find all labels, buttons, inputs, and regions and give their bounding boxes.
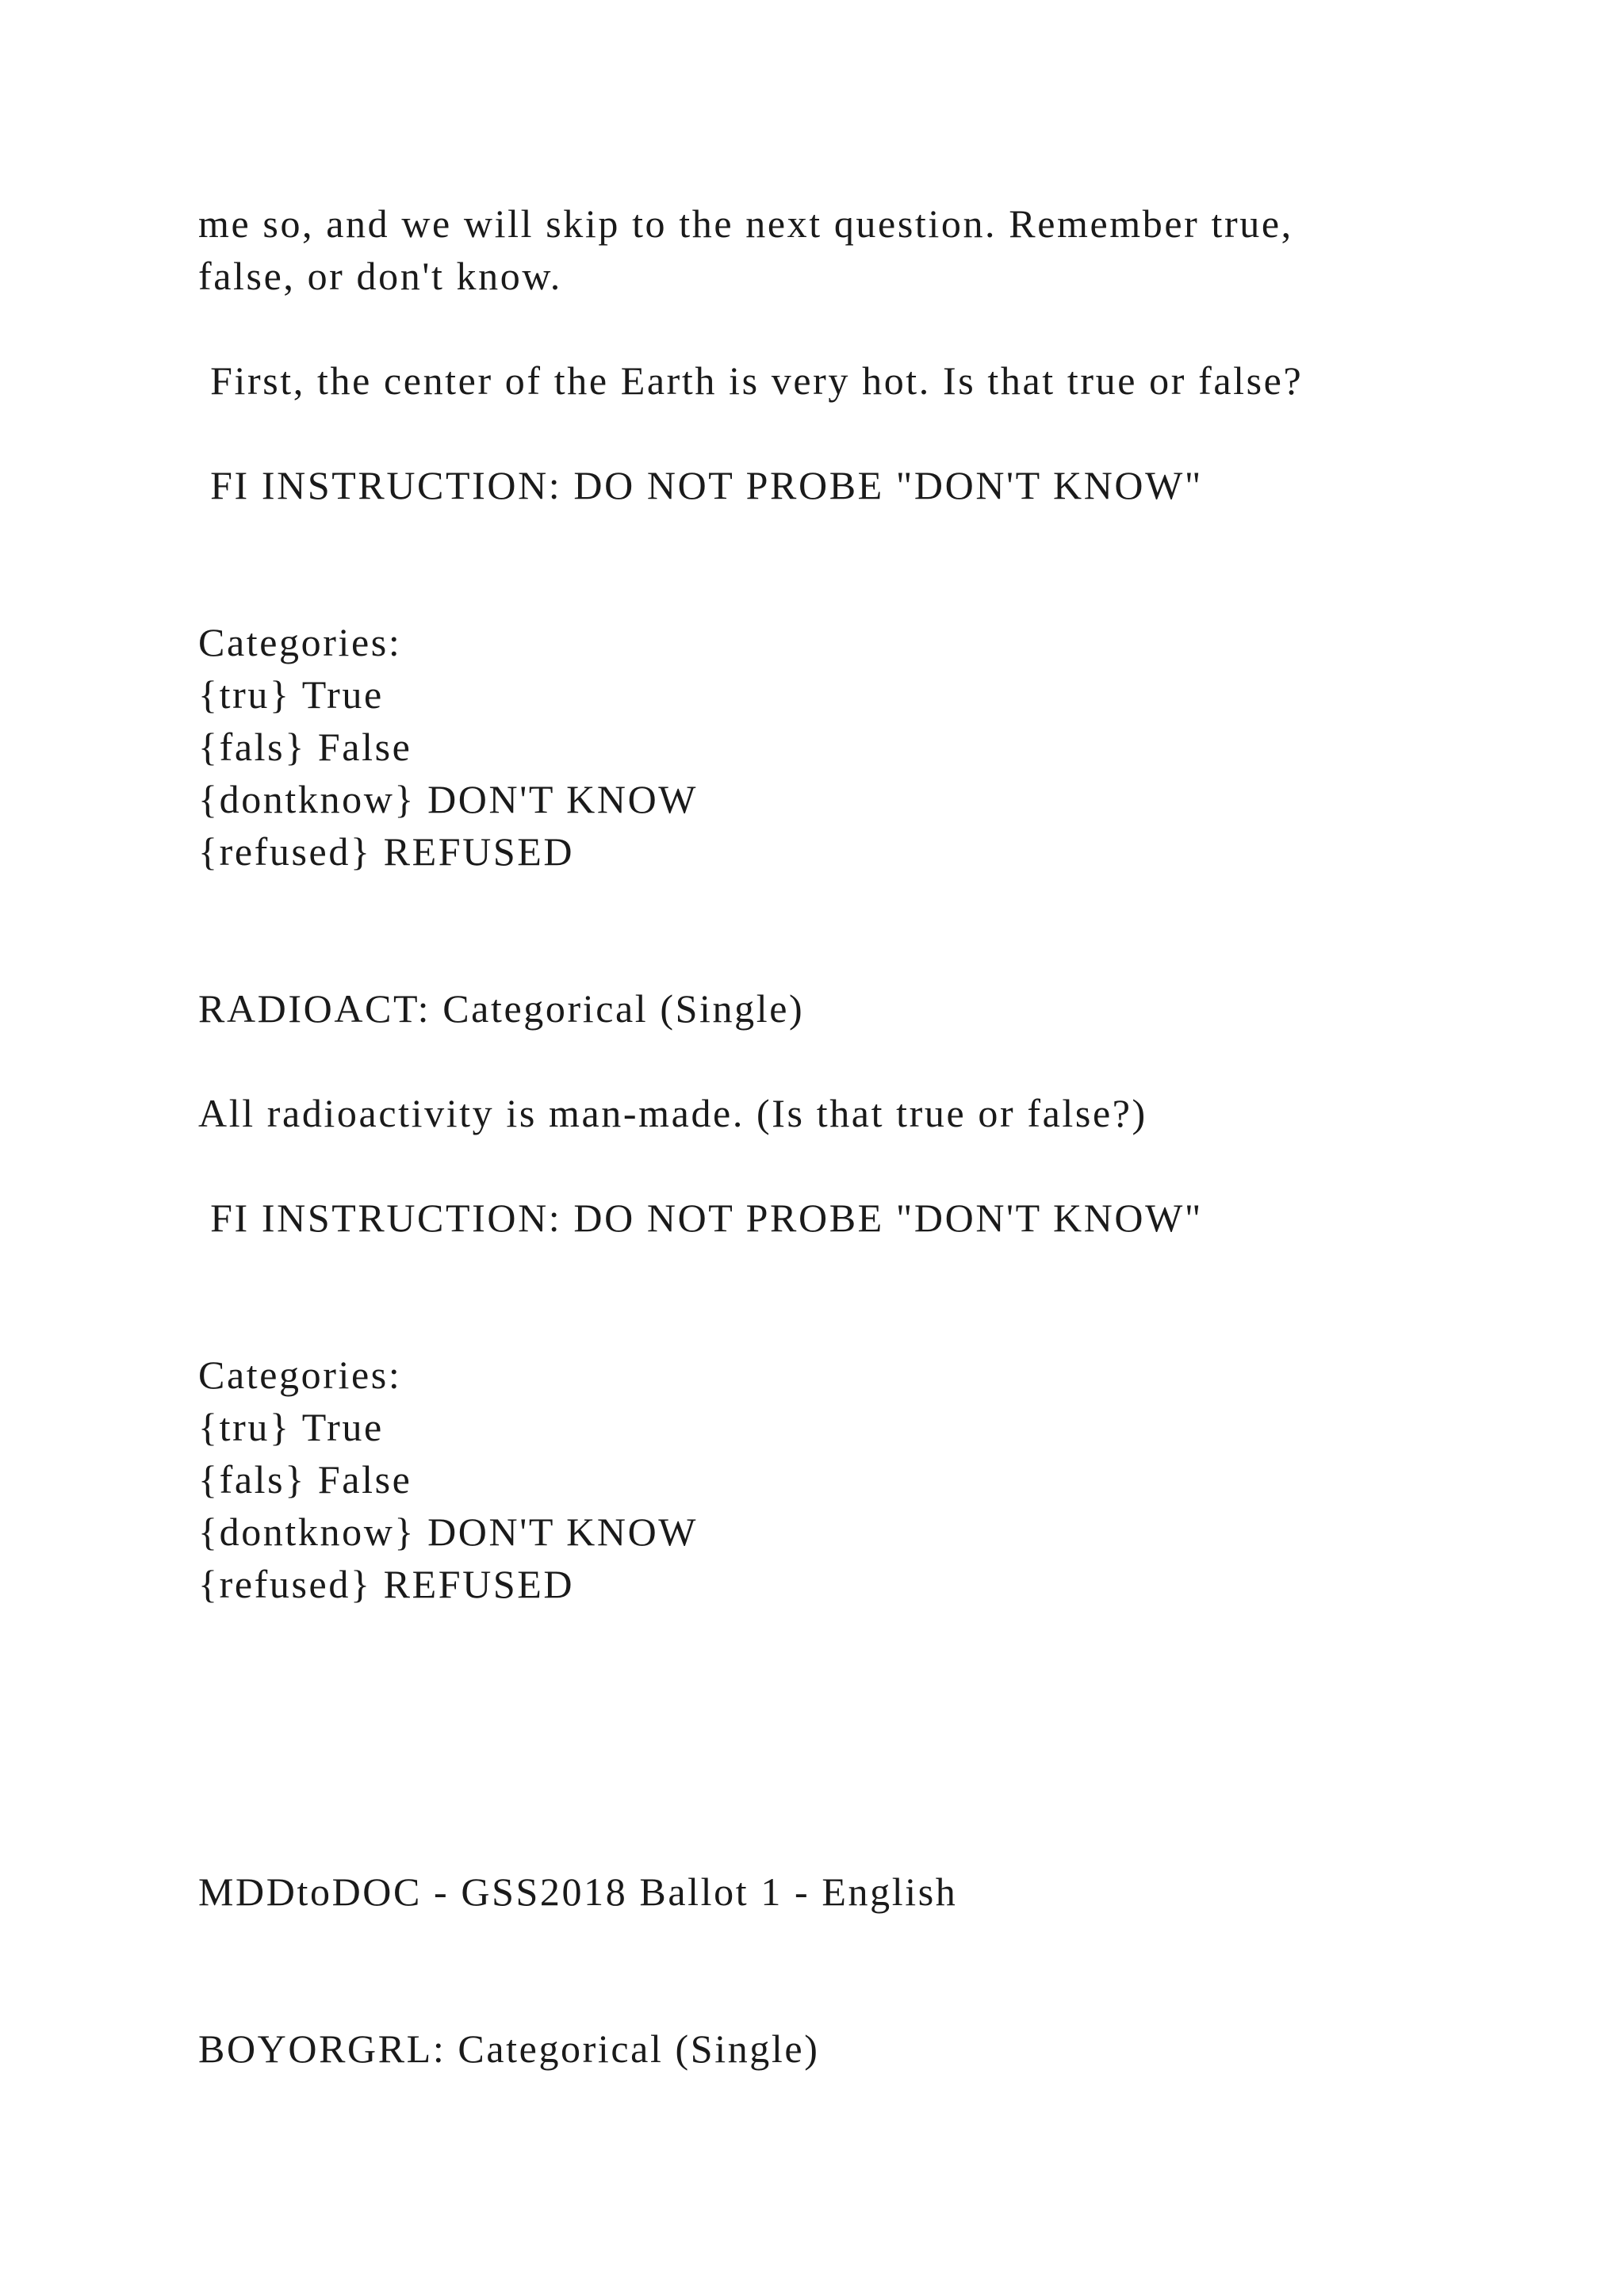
question2-text: All radioactivity is man-made. (Is that true or false?) <box>198 1091 1147 1135</box>
question1-category-false: {fals} False <box>198 725 412 769</box>
question2-header: RADIOACT: Categorical (Single) <box>198 986 805 1031</box>
question2-instruction: FI INSTRUCTION: DO NOT PROBE "DON'T KNOW" <box>198 1196 1203 1240</box>
question1-category-true: {tru} True <box>198 672 384 717</box>
intro-line-1: me so, and we will skip to the next question. Remember true, <box>198 201 1293 246</box>
question2-category-dontknow: {dontknow} DON'T KNOW <box>198 1510 699 1554</box>
question1-category-refused: {refused} REFUSED <box>198 829 575 874</box>
question1-instruction: FI INSTRUCTION: DO NOT PROBE "DON'T KNOW" <box>198 463 1203 507</box>
question1-categories-heading: Categories: <box>198 620 402 664</box>
question1-text: First, the center of the Earth is very hot. Is that true or false? <box>198 358 1304 403</box>
question2-category-refused: {refused} REFUSED <box>198 1562 575 1606</box>
question2-category-true: {tru} True <box>198 1405 384 1449</box>
section-footer: MDDtoDOC - GSS2018 Ballot 1 - English <box>198 1869 958 1914</box>
question2-categories-heading: Categories: <box>198 1353 402 1397</box>
question1-category-dontknow: {dontknow} DON'T KNOW <box>198 777 699 821</box>
intro-line-2: false, or don't know. <box>198 254 562 298</box>
question2-category-false: {fals} False <box>198 1457 412 1502</box>
question3-header: BOYORGRL: Categorical (Single) <box>198 2026 820 2071</box>
